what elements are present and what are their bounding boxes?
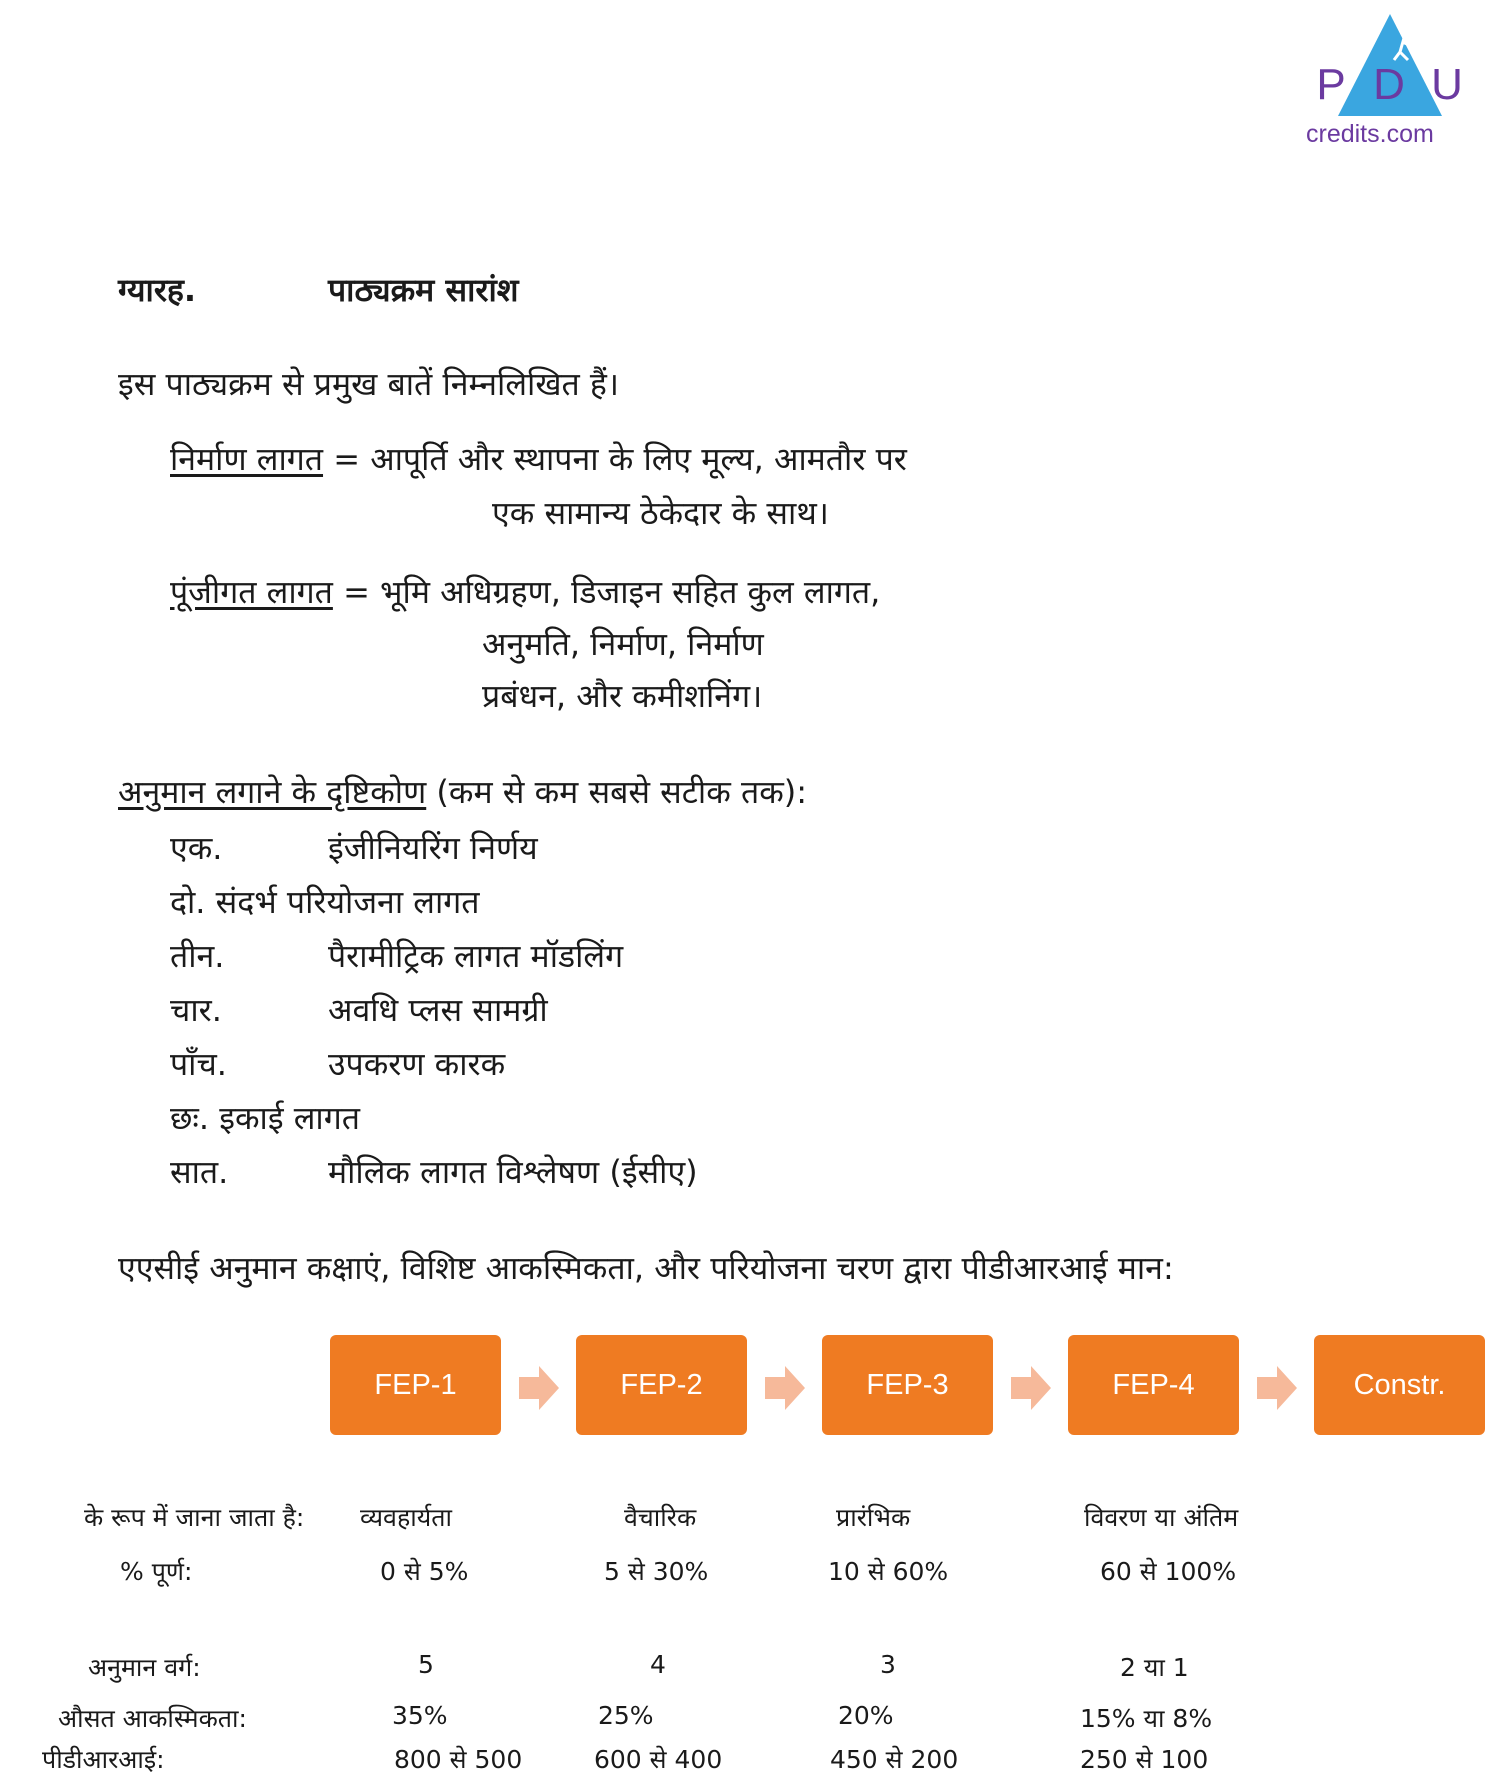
row-value: 60 से 100% bbox=[1100, 1557, 1237, 1586]
phase-fep-2: FEP-2 bbox=[576, 1335, 747, 1435]
phase-construction: Constr. bbox=[1314, 1335, 1485, 1435]
arrow-right-icon bbox=[765, 1366, 805, 1410]
definition-continuation: प्रबंधन, और कमीशनिंग। bbox=[482, 677, 763, 715]
row-value: 2 या 1 bbox=[1120, 1653, 1189, 1682]
approach-text: इंजीनियरिंग निर्णय bbox=[328, 829, 538, 867]
phase-fep-1: FEP-1 bbox=[330, 1335, 501, 1435]
approach-num: तीन. bbox=[170, 937, 225, 975]
approach-num: एक. bbox=[170, 829, 223, 867]
row-value: 20% bbox=[838, 1701, 894, 1730]
approach-text: मौलिक लागत विश्लेषण (ईसीए) bbox=[328, 1153, 698, 1191]
definition-capital-cost bbox=[170, 570, 880, 613]
row-value: 3 bbox=[880, 1650, 896, 1679]
approach-text: पैरामीट्रिक लागत मॉडलिंग bbox=[328, 937, 624, 975]
approach-item bbox=[170, 880, 480, 923]
row-value: 35% bbox=[392, 1701, 448, 1730]
approach-text: अवधि प्लस सामग्री bbox=[328, 991, 548, 1029]
approach-num: सात. bbox=[170, 1153, 229, 1191]
row-value: 250 से 100 bbox=[1080, 1745, 1209, 1774]
approach-text: उपकरण कारक bbox=[328, 1045, 506, 1083]
approach-num: दो. bbox=[170, 883, 206, 921]
row-label-estimate-class: अनुमान वर्ग: bbox=[88, 1653, 201, 1682]
section-title: पाठ्यक्रम सारांश bbox=[328, 271, 519, 309]
logo-letters: P D U bbox=[1316, 60, 1463, 109]
pdu-logo bbox=[1300, 8, 1480, 148]
row-label-percent-complete: % पूर्ण: bbox=[120, 1557, 193, 1586]
approaches-heading bbox=[118, 770, 807, 813]
approach-num: पाँच. bbox=[170, 1045, 227, 1083]
definition-continuation: एक सामान्य ठेकेदार के साथ। bbox=[492, 494, 829, 532]
row-value: विवरण या अंतिम bbox=[1084, 1503, 1239, 1532]
definition-term: निर्माण लागत bbox=[170, 440, 324, 478]
definition-text: = भूमि अधिग्रहण, डिजाइन सहित कुल लागत, bbox=[332, 573, 881, 611]
definition-construction-cost bbox=[170, 437, 907, 480]
row-value: 4 bbox=[650, 1650, 666, 1679]
row-value: 5 bbox=[418, 1650, 434, 1679]
arrow-right-icon bbox=[1011, 1366, 1051, 1410]
intro-text: इस पाठ्यक्रम से प्रमुख बातें निम्नलिखित हैं। bbox=[118, 365, 620, 403]
row-value: वैचारिक bbox=[624, 1503, 697, 1532]
phase-fep-3: FEP-3 bbox=[822, 1335, 993, 1435]
logo-subtitle: credits.com bbox=[1306, 120, 1434, 148]
approach-num: छः. bbox=[170, 1099, 210, 1137]
approach-item bbox=[170, 1096, 360, 1139]
row-value: 800 से 500 bbox=[394, 1745, 523, 1774]
phase-fep-4: FEP-4 bbox=[1068, 1335, 1239, 1435]
row-label-pdri: पीडीआरआई: bbox=[42, 1745, 165, 1774]
row-value: 10 से 60% bbox=[828, 1557, 949, 1586]
approach-text: संदर्भ परियोजना लागत bbox=[215, 883, 480, 921]
section-number: ग्यारह. bbox=[118, 271, 197, 309]
approaches-heading-term: अनुमान लगाने के दृष्टिकोण bbox=[118, 773, 427, 811]
definition-continuation: अनुमति, निर्माण, निर्माण bbox=[482, 625, 764, 663]
arrow-right-icon bbox=[1257, 1366, 1297, 1410]
row-value: प्रारंभिक bbox=[836, 1503, 911, 1532]
row-value: 450 से 200 bbox=[830, 1745, 959, 1774]
row-value: 600 से 400 bbox=[594, 1745, 723, 1774]
row-value: व्यवहार्यता bbox=[360, 1503, 452, 1532]
row-value: 25% bbox=[598, 1701, 654, 1730]
classes-heading: एएसीई अनुमान कक्षाएं, विशिष्ट आकस्मिकता, और परियोजना चरण द्वारा पीडीआरआई मान: bbox=[118, 1249, 1174, 1287]
row-label-average-contingency: औसत आकस्मिकता: bbox=[58, 1704, 247, 1733]
approaches-heading-rest: (कम से कम सबसे सटीक तक): bbox=[426, 773, 808, 811]
row-value: 5 से 30% bbox=[604, 1557, 709, 1586]
definition-text: = आपूर्ति और स्थापना के लिए मूल्य, आमतौर पर bbox=[323, 440, 907, 478]
approach-text: इकाई लागत bbox=[219, 1099, 360, 1137]
definition-term: पूंजीगत लागत bbox=[170, 573, 333, 611]
row-value: 0 से 5% bbox=[380, 1557, 469, 1586]
row-value: 15% या 8% bbox=[1080, 1704, 1213, 1733]
arrow-right-icon bbox=[519, 1366, 559, 1410]
row-label-known-as: के रूप में जाना जाता है: bbox=[84, 1503, 305, 1532]
approach-num: चार. bbox=[170, 991, 222, 1029]
